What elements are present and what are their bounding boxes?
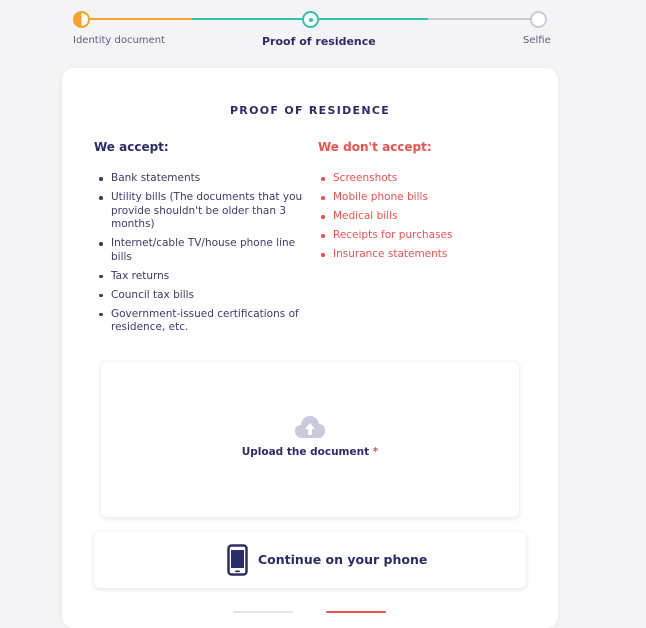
mobile-phone-icon — [227, 544, 248, 576]
stepper-line-done — [81, 18, 192, 20]
upload-text: Upload the document — [241, 446, 370, 458]
stepper-line-active-left — [192, 18, 310, 20]
proof-of-residence-card — [62, 68, 558, 628]
reject-list — [317, 172, 517, 267]
upload-label — [101, 446, 519, 458]
list-item: Receipts for purchases — [317, 229, 517, 243]
list-item: Bank statements — [95, 172, 311, 186]
continue-on-phone-label: Continue on your phone — [258, 552, 428, 567]
stepper-line-pending — [428, 18, 538, 20]
accept-heading: We accept: — [94, 140, 169, 154]
step-residence-active-icon[interactable] — [302, 11, 319, 28]
list-item: Tax returns — [95, 270, 311, 284]
step-label-selfie: Selfie — [523, 35, 551, 46]
cloud-upload-icon — [294, 414, 326, 440]
active-dot — [309, 18, 313, 22]
accept-list — [95, 172, 311, 340]
step-selfie-icon[interactable] — [530, 11, 547, 28]
continue-on-phone-button[interactable] — [94, 532, 526, 588]
stepper-line-active-right — [310, 18, 428, 20]
list-item: Medical bills — [317, 210, 517, 224]
step-label-identity: Identity document — [73, 35, 165, 46]
step-label-residence: Proof of residence — [262, 35, 376, 48]
list-item: Screenshots — [317, 172, 517, 186]
list-item: Government-issued certifications of residence, etc. — [95, 308, 311, 335]
card-title: PROOF OF RESIDENCE — [229, 104, 391, 117]
progress-stepper — [0, 0, 646, 60]
required-asterisk: * — [372, 446, 379, 458]
upload-document-dropzone[interactable] — [101, 362, 519, 517]
list-item: Utility bills (The documents that you provide shouldn't be older than 3 months) — [95, 191, 311, 232]
reject-heading: We don't accept: — [318, 140, 432, 154]
list-item: Mobile phone bills — [317, 191, 517, 205]
list-item: Insurance statements — [317, 248, 517, 262]
list-item: Internet/cable TV/house phone line bills — [95, 237, 311, 264]
list-item: Council tax bills — [95, 289, 311, 303]
step-identity-half-icon[interactable] — [73, 11, 90, 28]
